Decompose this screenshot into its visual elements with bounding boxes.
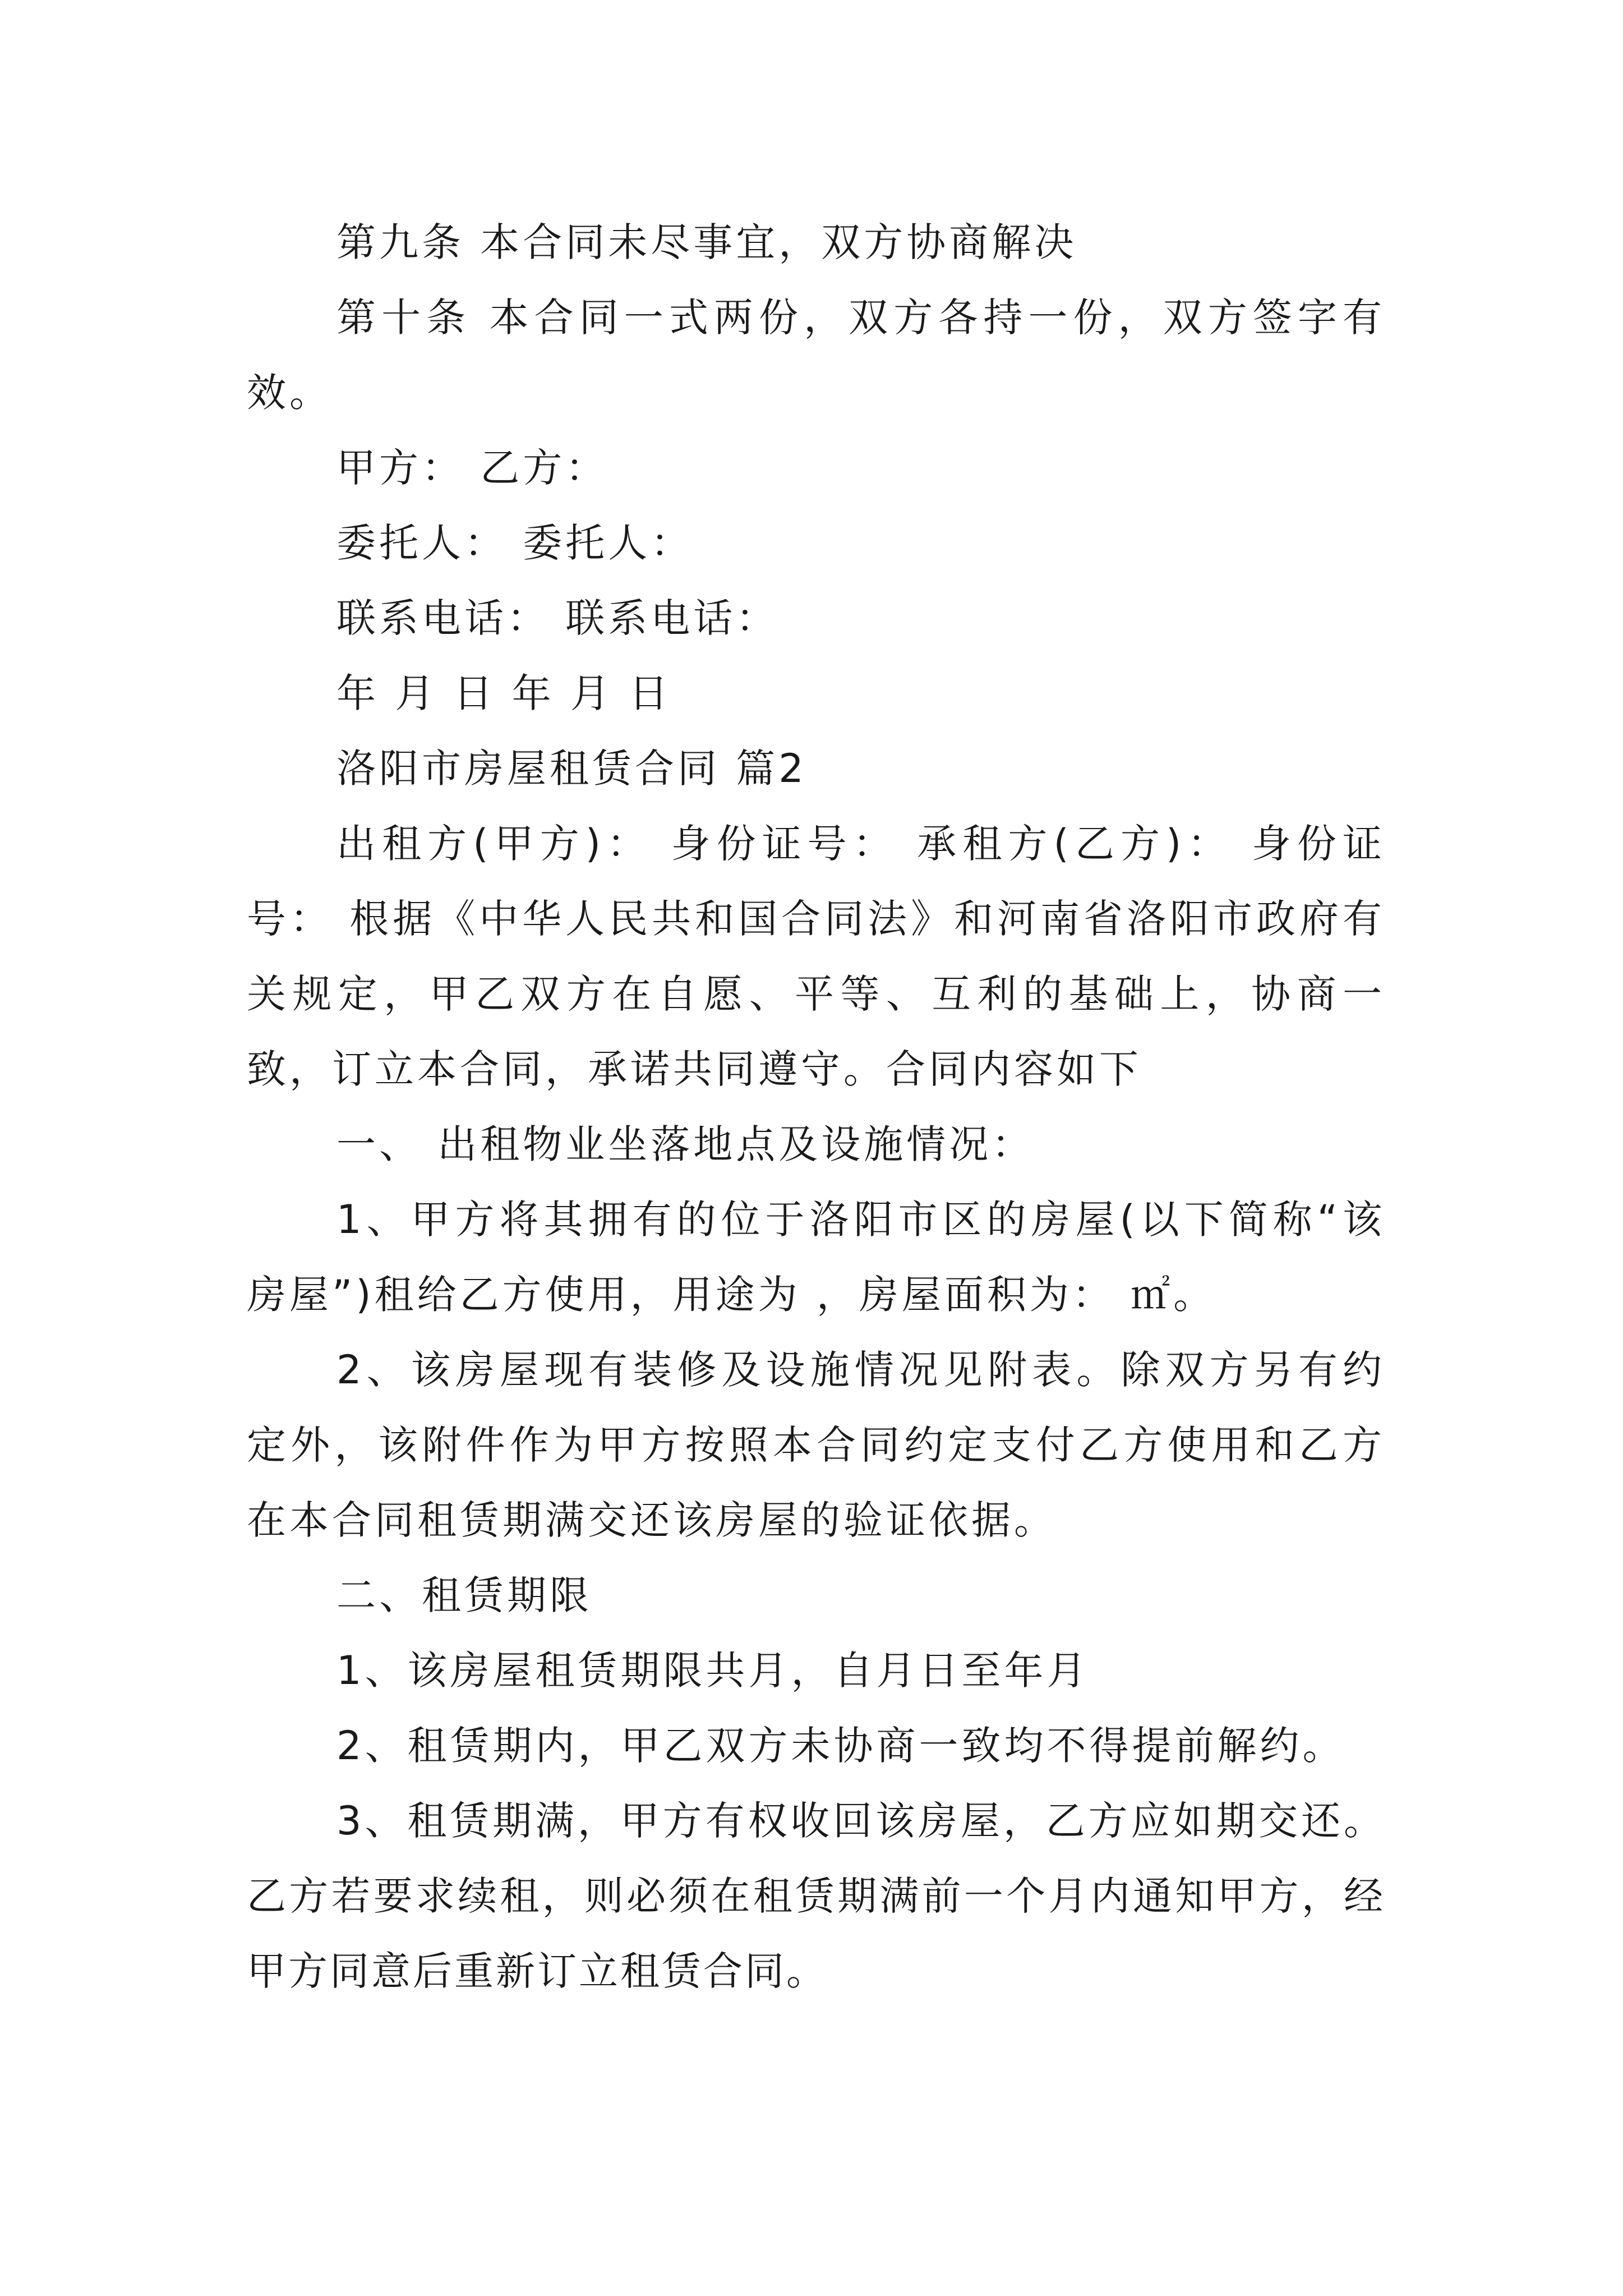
heading-lease-term: 二、租赁期限: [336, 1572, 592, 1618]
phone-labels: 联系电话： 联系电话：: [336, 595, 779, 641]
item-lease-renewal: 3、租赁期满，甲方有权收回该房屋，乙方应如期交还。乙方若要求续租，则必须在租赁期满前一个月内通知甲方，经甲方同意后重新订立租赁合同。: [247, 1798, 1385, 1994]
section-title: 洛阳市房屋租赁合同 篇2: [336, 746, 807, 792]
item-decoration-facilities: 2、该房屋现有装修及设施情况见附表。除双方另有约定外，该附件作为甲方按照本合同约定支付乙方使用和乙方在本合同租赁期满交还该房屋的验证依据。: [247, 1347, 1385, 1543]
item-property-use: 1、甲方将其拥有的位于洛阳市区的房屋(以下简称“该房屋”)租给乙方使用，用途为 ，房屋面积为： ㎡。: [247, 1197, 1385, 1318]
heading-property-location: 一、 出租物业坐落地点及设施情况：: [336, 1121, 1035, 1167]
agent-labels: 委托人： 委托人：: [336, 520, 694, 566]
document-body: [247, 205, 1385, 2009]
clause-9: 第九条 本合同未尽事宜，双方协商解决: [336, 219, 1077, 265]
item-no-early-termination: 2、租赁期内，甲乙双方未协商一致均不得提前解约。: [336, 1723, 1345, 1769]
contract-preamble: 出租方(甲方)： 身份证号： 承租方(乙方)： 身份证号： 根据《中华人民共和国合同法》和河南省洛阳市政府有关规定，甲乙双方在自愿、平等、互利的基础上，协商一致，订立本合同，承诺共同遵守。合同内容如下: [247, 821, 1385, 1092]
party-labels: 甲方： 乙方：: [336, 445, 608, 491]
clause-10: 第十条 本合同一式两份，双方各持一份，双方签字有效。: [247, 295, 1385, 416]
item-lease-duration: 1、该房屋租赁期限共月，自月日至年月: [336, 1648, 1090, 1694]
date-labels: 年 月 日 年 月 日: [336, 670, 672, 716]
